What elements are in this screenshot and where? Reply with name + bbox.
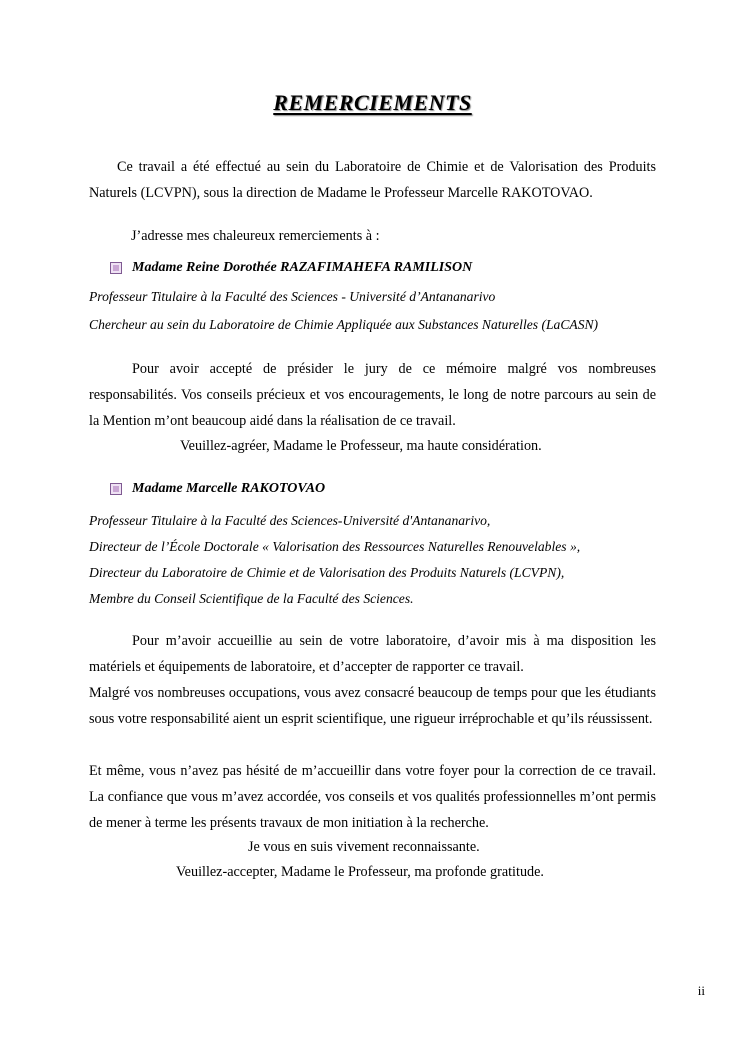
address-line: J’adresse mes chaleureux remerciements à : (131, 228, 380, 244)
person-2-title-3: Directeur du Laboratoire de Chimie et de Valorisation des Produits Naturels (LCVPN), (89, 565, 565, 580)
square-bullet-icon (110, 262, 122, 274)
person-1-closing: Veuillez-agréer, Madame le Professeur, ma haute considération. (180, 438, 542, 454)
intro-paragraph: Ce travail a été effectué au sein du Laboratoire de Chimie et de Valorisation des Produits Naturels (LCVPN), sous la direction de Madame le Professeur Marcelle RAKOTOVAO. (89, 159, 656, 201)
person-2-thanks-3: Et même, vous n’avez pas hésité de m’accueillir dans votre foyer pour la correction de ce travail. La confiance que vous m’avez accordée, vos conseils et vos qualités professionnelles m’ont permis de mener à terme les présents travaux de mon initiation à la recherche. (89, 763, 656, 831)
person-2-title-4: Membre du Conseil Scientifique de la Faculté des Sciences. (89, 591, 414, 606)
person-2-title-1: Professeur Titulaire à la Faculté des Sciences-Université d'Antananarivo, (89, 513, 491, 528)
person-2-title-2: Directeur de l’École Doctorale « Valorisation des Ressources Naturelles Renouvelables », (89, 539, 581, 554)
person-1-heading (110, 260, 472, 276)
square-bullet-icon (110, 483, 122, 495)
person-2-closing-2: Veuillez-accepter, Madame le Professeur, ma profonde gratitude. (176, 864, 544, 880)
person-1-title-2: Chercheur au sein du Laboratoire de Chimie Appliquée aux Substances Naturelles (LaCASN) (89, 317, 599, 332)
person-1-thanks: Pour avoir accepté de présider le jury de ce mémoire malgré vos nombreuses responsabilités. Vos conseils précieux et vos encouragements, le long de notre parcours au sein de la Mention m’ont beaucoup aidé dans la réalisation de ce travail. (89, 361, 656, 429)
person-2-thanks-1: Pour m’avoir accueillie au sein de votre laboratoire, d’avoir mis à ma disposition les matériels et équipements de laboratoire, et d’accepter de rapporter ce travail. (89, 633, 656, 675)
person-1-title-1: Professeur Titulaire à la Faculté des Sciences - Université d’Antananarivo (89, 289, 496, 304)
page-title: REMERCIEMENTS (273, 90, 472, 115)
person-1-name: Madame Reine Dorothée RAZAFIMAHEFA RAMILISON (132, 260, 473, 275)
person-2-name: Madame Marcelle RAKOTOVAO (132, 481, 326, 496)
person-2-thanks-2: Malgré vos nombreuses occupations, vous avez consacré beaucoup de temps pour que les étudiants sous votre responsabilité aient un esprit scientifique, une rigueur irréprochable et qu’ils réussissent. (89, 685, 656, 727)
person-2-heading (110, 481, 325, 497)
page-number: ii (697, 983, 705, 998)
person-2-closing-1: Je vous en suis vivement reconnaissante. (248, 839, 480, 855)
